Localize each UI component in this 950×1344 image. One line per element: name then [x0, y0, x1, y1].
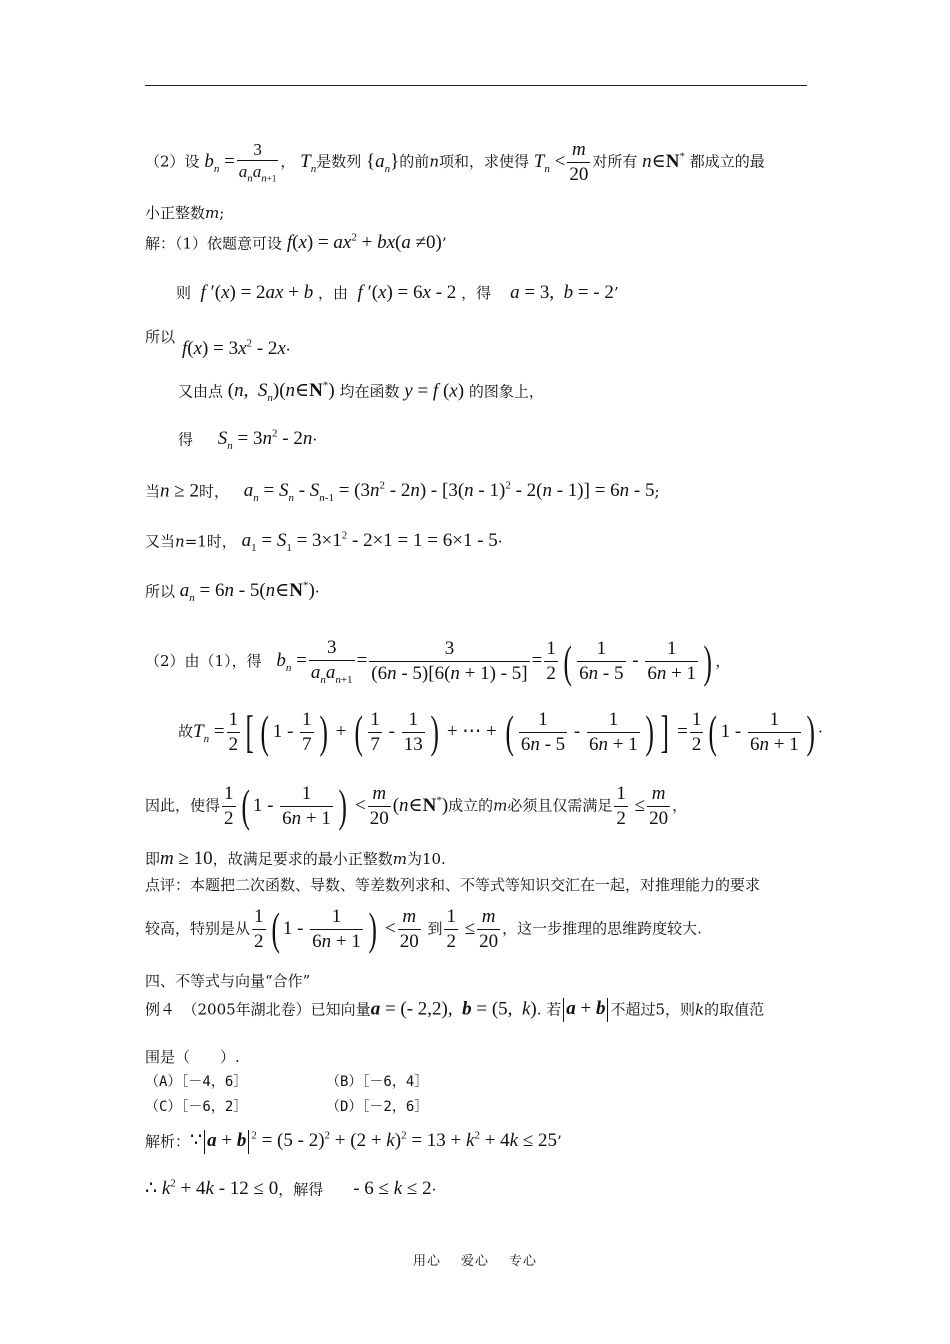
- question-2-line: （2）设 $b_n$ = $\frac{3}{a_na_{n+1}}$ ， $T_n$是数列 $\{a_n\}$的前n项和，求使得 $T_n$ < $\frac{m}{20}$ 对所有 n∈N* 都成立的最: [145, 139, 765, 185]
- f-result-line: $f(x) = 3x^2 - 2x\cdot$: [182, 338, 291, 360]
- conclusion-line: 即m ≥ 10，故满足要求的最小正整数m为10.: [145, 848, 446, 869]
- comment-line-2: 较高，特别是从 $\frac{1}{2}$ ( 1 - $\frac{1}{6n + 1}$ ) < $\frac{m}{20}$ 到 $\frac{1}{2}$ ≤ $\frac{m}{20}$ ，这一步推理的思维跨度较大.: [145, 903, 702, 955]
- analysis-result-line: ∴ $k^2 + 4k - 12 \le 0$，解得 - 6 ≤ k ≤ 2·: [145, 1178, 437, 1200]
- a1-line: 又当n=1时， $a_1 = S_1 = 3\times 1^2 - 2\times 1 = 1 = 6\times 1 - 5\cdot$: [145, 530, 503, 555]
- bn-derivation-line: （2）由（1），得 $b_n$ = $\frac{3}{a_na_{n+1}}$ = $\frac{3}{(6n - 5)[6(n + 1) - 5]}$ = $\frac{1}{2}$ ( $\frac{1}{6n - 5}$ - $\frac{1}{6n + 1}$ ) ，: [145, 635, 731, 687]
- derivative-line: 则 f ′(x) = 2ax + b ，由 f ′(x) = 6x - 2 ，得 a = 3, b = - 2’: [176, 282, 619, 303]
- example-4-line: 例４ （2005年湖北卷）已知向量a = (- 2,2), b = (5, k). 若 a + b 不超过5，则k的取值范: [145, 998, 764, 1022]
- point-line: 又由点 (n, $S_n)(n\in N^*)$ 均在函数 y = f (x) 的图象上，: [178, 380, 544, 405]
- header-rule: [145, 85, 807, 86]
- section-4-heading: 四、不等式与向量“合作”: [145, 972, 311, 990]
- question-2-cont: 小正整数m;: [145, 204, 225, 222]
- page-footer: 用心 爱心 专心: [412, 1254, 538, 1269]
- option-c: （C）［－6，2］: [145, 1099, 248, 1115]
- sn-line: 得 $S_n = 3n^2 - 2n\cdot$: [178, 428, 318, 453]
- option-a: （A）［－4，6］: [145, 1074, 248, 1090]
- tn-line: 故$T_n$ = $\frac{1}{2}$ [ ( 1 - $\frac{1}{7}$ ) + ( $\frac{1}{7}$ - $\frac{1}{13}$ ) + ⋯ + ( $\frac{1}{6n - 5}$ - $\frac{1}{6n + 1}$ ) ] = $\frac{1}{2}$ ( 1 - $\frac{1}{6n + 1}$ ) ·: [178, 706, 823, 758]
- option-b: （B）［－6，4］: [326, 1074, 429, 1090]
- f-result-label: 所以: [145, 328, 176, 346]
- an-general-line: 当n ≥ 2时， $a_n = S_n - S_{n-1} = (3n^2 - 2n) - [3(n - 1)^2 - 2(n - 1)] = 6n - 5$;: [145, 480, 660, 505]
- comment-line-1: 点评：本题把二次函数、导数、等差数列求和、不等式等知识交汇在一起，对推理能力的要求: [145, 876, 761, 894]
- an-result-line: 所以 $a_n = 6n$ - 5(n∈N*)·: [145, 580, 320, 605]
- condition-line: 因此，使得 $\frac{1}{2}$ ( 1 - $\frac{1}{6n + 1}$ ) < $\frac{m}{20}$ (n∈N*)成立的m必须且仅需满足 $\frac{1}{2}$ ≤ $\frac{m}{20}$ ，: [145, 780, 688, 832]
- solution-1-line: 解：（1）依题意可设 $f(x) = ax^2 + bx(a \ne 0)$’: [145, 232, 447, 254]
- option-d: （D）［－2，6］: [326, 1099, 429, 1115]
- analysis-line: 解析：∵ a + b $^2 = (5 - 2)^2 + (2 + k)^2 = 13 + k^2 + 4k \le 25$’: [145, 1130, 562, 1154]
- example-4-cont: 围是（ ）.: [145, 1048, 240, 1066]
